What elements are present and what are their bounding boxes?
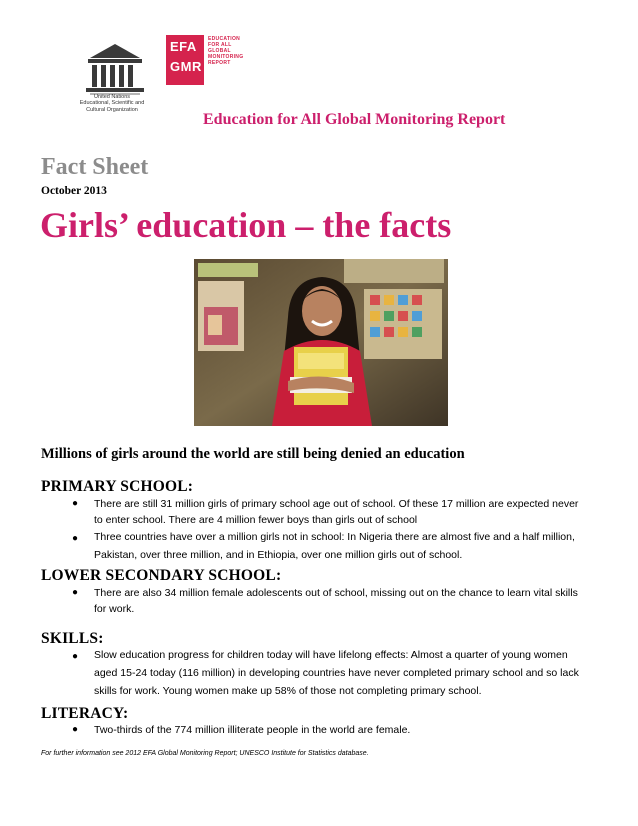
doc-date: October 2013: [41, 185, 107, 197]
section-heading-skills: SKILLS:: [41, 630, 104, 647]
bullet-icon: ●: [72, 533, 79, 544]
unesco-caption: United Nations Educational, Scientific and Cultural Organization: [79, 94, 145, 113]
list-item: ● Slow education progress for children today will have lifelong effects: Almost a quarter of young women aged 15-24 today (116 million) in developing countries have never completed primary school and so lack skills for work. Young women make up 58% of those not completing primary school.: [72, 649, 579, 697]
primary-bullet-list: [0, 496, 584, 564]
list-item: ● There are still 31 million girls of primary school age out of school. Of these 17 million are expected never to enter school. There are 4 million fewer boys than girls out of school: [72, 498, 579, 526]
page-title: Girls’ education – the facts: [40, 205, 452, 245]
girl-with-books-photo: [194, 259, 448, 426]
efa-mark-bottom: GMR: [170, 59, 202, 74]
efa-gmr-mark: [166, 35, 204, 85]
source-footnote: For further information see 2012 EFA Global Monitoring Report; UNESCO Institute for Statistics database.: [41, 750, 369, 757]
bullet-icon: ●: [72, 587, 79, 598]
bullet-icon: ●: [72, 651, 79, 662]
bullet-icon: ●: [72, 724, 79, 735]
efa-logo-words: EDUCATION FOR ALL GLOBAL MONITORING REPORT: [208, 36, 244, 66]
bullet-icon: ●: [72, 498, 79, 509]
efa-mark-top: EFA: [170, 39, 197, 54]
doc-type-heading: Fact Sheet: [41, 154, 149, 180]
lower-secondary-bullet-list: [0, 585, 584, 617]
list-item: ● Two-thirds of the 774 million illiterate people in the world are female.: [72, 724, 411, 736]
section-heading-lower-secondary: LOWER SECONDARY SCHOOL:: [41, 567, 282, 584]
list-item: ● Three countries have over a million girls not in school: In Nigeria there are almost five and a half million, Pakistan, over three million, and in Ethiopia, over one million girls out of school.: [72, 531, 575, 561]
efa-gmr-logo: [166, 35, 278, 93]
report-header: Education for All Global Monitoring Report: [203, 111, 506, 128]
section-heading-literacy: LITERACY:: [41, 705, 129, 722]
intro-statement: Millions of girls around the world are still being denied an education: [41, 446, 465, 462]
skills-bullet-list: [0, 646, 584, 700]
list-item: ● There are also 34 million female adolescents out of school, missing out on the chance to learn vital skills for work.: [72, 587, 578, 615]
literacy-bullet-list: [0, 722, 584, 738]
section-heading-primary: PRIMARY SCHOOL:: [41, 478, 194, 495]
